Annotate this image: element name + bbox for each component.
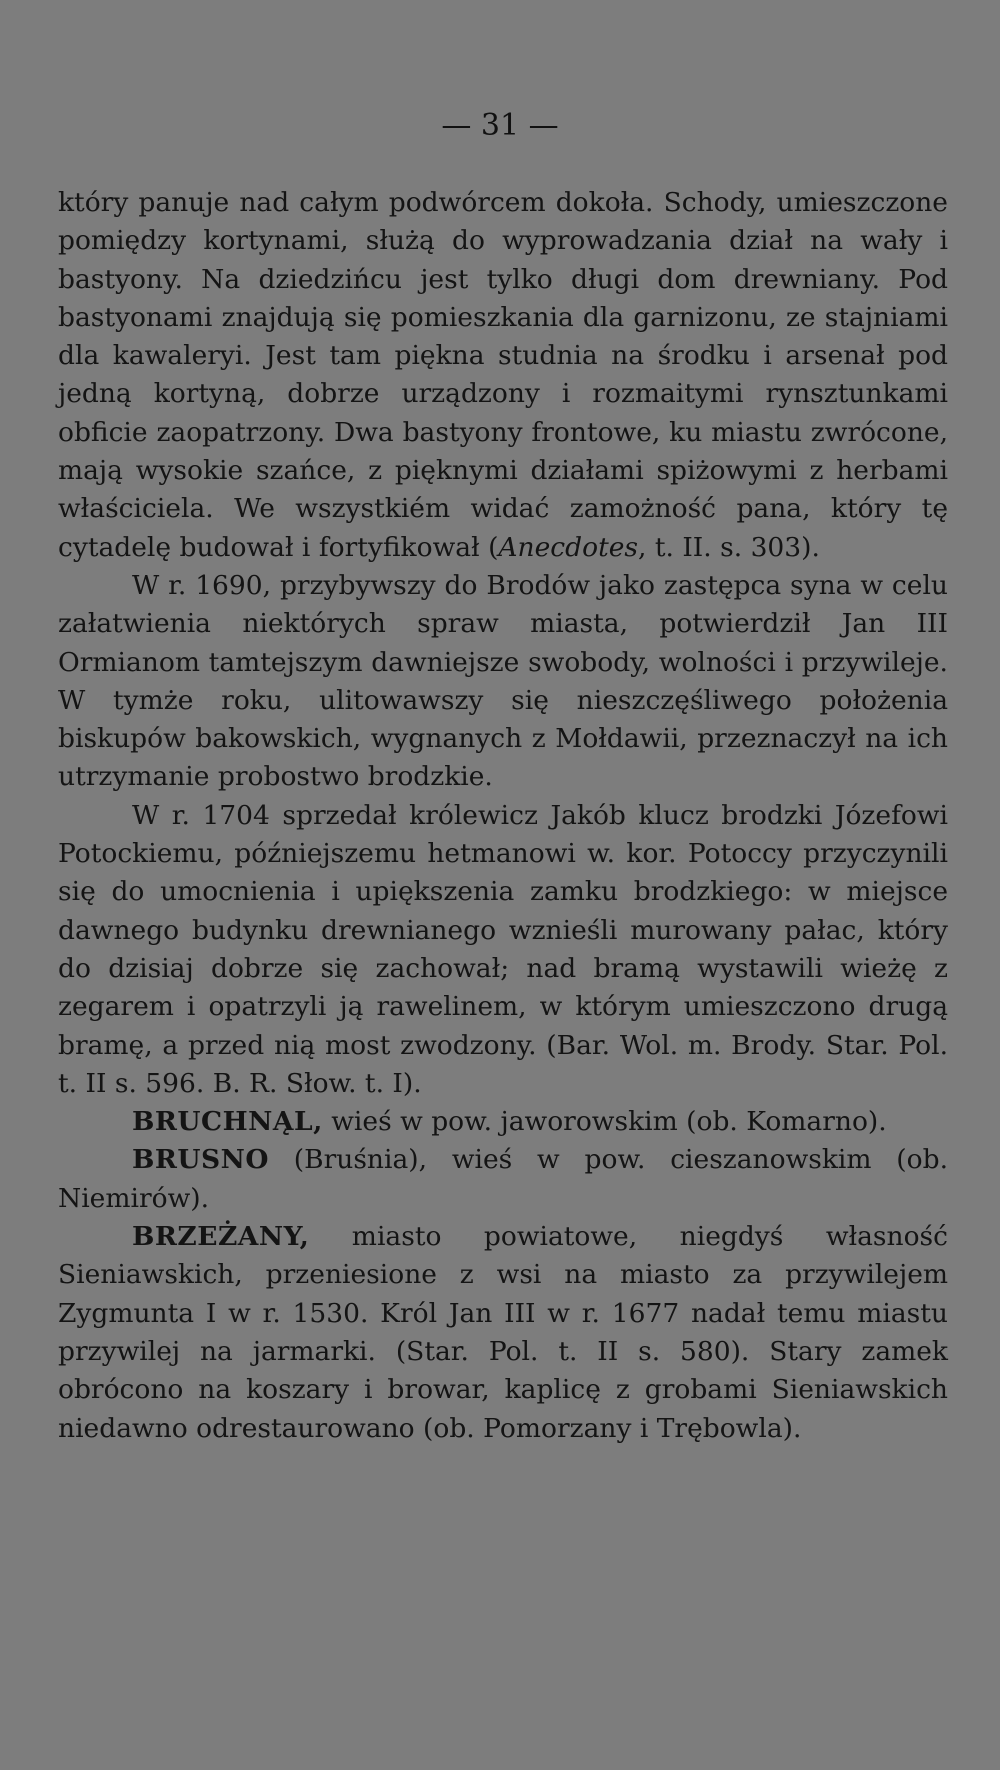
entry-brzezany (58, 1218, 948, 1448)
paragraph-1-text: który panuje nad całym podwórcem dokoła. Schody, umieszczone pomiędzy kortynami, służą do wyprowadzania dział na wały i bastyony. Na dziedzińcu jest tylko długi dom drewniany. Pod bastyonami znajdują się pomieszkania dla garnizonu, ze stajniami dla kawaleryi. Jest tam piękna studnia na środku i arsenał pod jedną kortyną, dobrze urządzony i rozmaitymi rynsztunkami obficie zaopatrzony. Dwa bastyony frontowe, ku miastu zwrócone, mają wysokie szańce, z pięknymi działami spiżowymi z herbami właściciela. We wszystkiém widać zamożność pana, który tę cytadelę budował i fortyfikował ( (58, 187, 948, 563)
entry-brzezany-title: BRZEŻANY, (132, 1221, 310, 1253)
paragraph-1 (58, 184, 948, 567)
page-number: — 31 — (441, 108, 559, 143)
entry-bruchnal (58, 1103, 948, 1141)
paragraph-3: W r. 1704 sprzedał królewicz Jakób klucz brodzki Józefowi Potockiemu, późniejszemu hetmanowi w. kor. Potoccy przyczynili się do umocnienia i upiększenia zamku brodzkiego: w miejsce dawnego budynku drewnianego wznieśli murowany pałac, który do dzisiaj dobrze się zachował; nad bramą wystawili wieżę z zegarem i opatrzyli ją rawelinem, w którym umieszczono drugą bramę, a przed nią most zwodzony. (Bar. Wol. m. Brody. Star. Pol. t. II s. 596. B. R. Słow. t. I). (58, 799, 948, 1099)
entry-brusno-title: BRUSNO (132, 1144, 269, 1176)
entry-bruchnal-text: wieś w pow. jaworowskim (ob. Komarno). (322, 1106, 887, 1138)
entry-brzezany-text: miasto powiatowe, niegdyś własność Sieniawskich, przeniesione z wsi na miasto za przywilejem Zygmunta I w r. 1530. Król Jan III w r. 1677 nadał temu miastu przywilej na jarmarki. (Star. Pol. t. II s. 580). Stary zamek obrócono na koszary i browar, kaplicę z grobami Sieniawskich niedawno odrestaurowano (ob. Pomorzany i Trębowla). (58, 1221, 948, 1444)
body-text (58, 184, 948, 1448)
entry-bruchnal-title: BRUCHNĄL, (132, 1106, 323, 1138)
paragraph-1-italic: Anecdotes (498, 531, 638, 563)
entry-brusno (58, 1141, 948, 1218)
paragraph-1-end: , t. II. s. 303). (638, 531, 820, 563)
paragraph-2: W r. 1690, przybywszy do Brodów jako zastępca syna w celu załatwienia niektórych spraw miasta, potwierdził Jan III Ormianom tamtejszym dawniejsze swobody, wolności i przywileje. W tymże roku, ulitowawszy się nieszczęśliwego położenia biskupów bakowskich, wygnanych z Mołdawii, przeznaczył na ich utrzymanie probostwo brodzkie. (58, 569, 948, 793)
entry-brusno-text: (Bruśnia), wieś w pow. cieszanowskim (ob. Niemirów). (58, 1144, 948, 1214)
